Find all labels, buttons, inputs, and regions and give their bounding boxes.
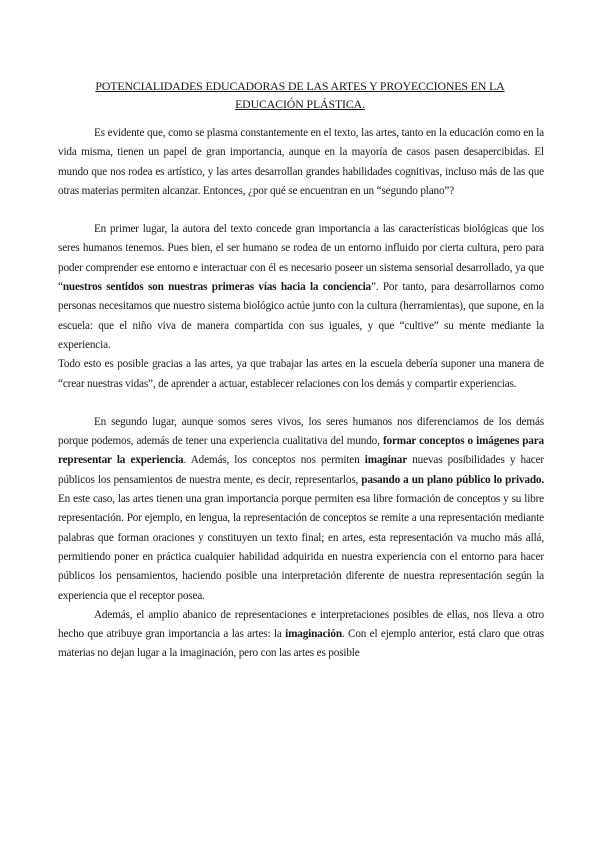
- bold-emphasis: pasando a un plano público lo privado.: [361, 473, 544, 486]
- paragraph-second-point: [58, 413, 544, 606]
- paragraph-intro: Es evidente que, como se plasma constantemente en el texto, las artes, tanto en la educación como en la vida misma, tienen un papel de gran importancia, aunque en la mayoría de casos pasen desapercibidas. El mundo que nos rodea es artístico, y las artes desarrollan grandes habilidades cognitivas, incluso más de las que otras materias permiten alcanzar. Entonces, ¿por qué se encuentran en un “segundo plano”?: [58, 127, 544, 197]
- document-body: [58, 124, 544, 664]
- bold-emphasis: formar conceptos o imágenes para representar la experiencia: [58, 435, 545, 467]
- bold-emphasis: imaginar: [364, 454, 408, 467]
- paragraph-text: . Con el ejemplo anterior, está claro que otras materias no dejan lugar a la imaginación, pero con las artes es posible: [58, 628, 544, 660]
- paragraph-imagination: [58, 606, 544, 664]
- paragraph-text: En primer lugar, la autora del texto concede gran importancia a las características biológicas que los seres humanos tenemos. Pues bien, el ser humano se rodea de un entorno influido por cierta cultura, pero para poder comprender ese entorno e interactuar con él es necesario poseer un sistema sensorial desarrollado, ya que “: [58, 223, 544, 294]
- paragraph-arts-possible: Todo esto es posible gracias a las artes, ya que trabajar las artes en la escuela debería suponer una manera de “crear nuestras vidas”, de aprender a actuar, establecer relaciones con los demás y compartir experiencias.: [58, 358, 544, 390]
- bold-quote: nuestros sentidos son nuestras primeras vías hacia la conciencia: [62, 281, 371, 294]
- document-title: POTENCIALIDADES EDUCADORAS DE LAS ARTES Y PROYECCIONES EN LA EDUCACIÓN PLÁSTICA.: [95, 79, 505, 111]
- paragraph-first-point: [58, 220, 544, 355]
- paragraph-text: En este caso, las artes tienen una gran importancia porque permiten esa libre formación de conceptos y su libre representación. Por ejemplo, en lengua, la representación de conceptos se remite a una representación mediante palabras que forman oraciones y constituyen un texto final; en artes, esta representación va mucho más allá, permitiendo poner en práctica cualquier habilidad adquirida en nuestra experiencia con el entorno para hacer públicos los pensamientos, haciendo posible una interpretación diferente de nuestra representación según la experiencia que el receptor posea.: [58, 493, 544, 602]
- paragraph-text: En segundo lugar, aunque somos seres vivos, los seres humanos nos diferenciamos de los demás porque podemos, además de tener una experiencia cualitativa del mundo,: [58, 415, 544, 448]
- paragraph-text: nuevas posibilidades y hacer públicos los pensamientos de nuestra mente, es decir, representarlos,: [58, 454, 544, 486]
- paragraph-text: . Además, los conceptos nos permiten: [183, 454, 365, 467]
- paragraph-text: ”. Por tanto, para desarrollarnos como personas necesitamos que nuestro sistema biológico actúe junto con la cultura (herramientas), que supone, en la escuela: que el niño viva de manera compartida con sus iguales, y que “cultive” su mente mediante la experiencia.: [58, 281, 545, 351]
- paragraph-text: Además, el amplio abanico de representaciones e interpretaciones posibles de ellas, nos lleva a otro hecho que atribuye gran importancia a las artes: la: [58, 608, 544, 641]
- bold-emphasis: imaginación: [285, 628, 342, 641]
